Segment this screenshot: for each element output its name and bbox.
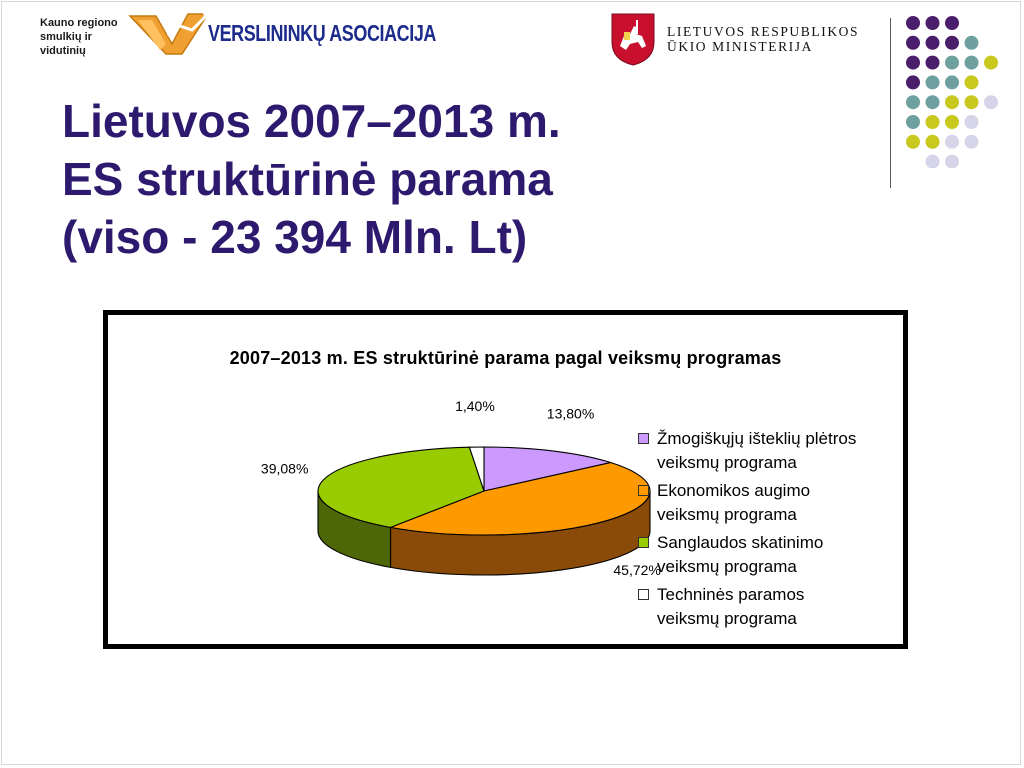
decor-dot (984, 56, 998, 70)
decor-dot (906, 16, 920, 30)
decor-dot (945, 36, 959, 50)
decor-dot (906, 75, 920, 89)
decor-dot (906, 56, 920, 70)
association-name: VERSLININKŲ ASOCIACIJA (208, 20, 436, 46)
decor-dot (945, 155, 959, 168)
decor-dot (906, 95, 920, 109)
title-line-3: (viso - 23 394 Mln. Lt) (62, 211, 528, 263)
decor-dot (965, 36, 979, 50)
pie-data-label: 39,08% (260, 460, 309, 477)
decor-dot (965, 75, 979, 89)
association-subtitle: Kauno regiono smulkių ir vidutinių (40, 17, 118, 57)
title-line-2: ES struktūrinė parama (62, 153, 553, 205)
legend-label-line: veiksmų programa (657, 557, 797, 576)
decor-dot (965, 95, 979, 109)
decor-dot (945, 75, 959, 89)
decor-dot (945, 95, 959, 109)
legend-swatch (638, 537, 649, 548)
decor-dot (965, 135, 979, 149)
title-line-1: Lietuvos 2007–2013 m. (62, 95, 561, 147)
decor-dot (926, 36, 940, 50)
legend-swatch (638, 485, 649, 496)
legend-item (638, 531, 900, 583)
chart-legend (638, 427, 900, 635)
decor-dot (945, 16, 959, 30)
chart-container (103, 310, 908, 649)
decor-dot (945, 135, 959, 149)
decor-dot (945, 115, 959, 129)
legend-item (638, 583, 900, 635)
ministry-line-1: LIETUVOS RESPUBLIKOS (667, 24, 860, 39)
decor-dot (965, 56, 979, 70)
pie-data-label: 1,40% (455, 397, 495, 414)
legend-item (638, 479, 900, 531)
legend-label-line: veiksmų programa (657, 505, 797, 524)
legend-label (657, 427, 907, 475)
header-divider (890, 18, 891, 188)
decor-dot (926, 155, 940, 168)
decor-dot (984, 95, 998, 109)
legend-label (657, 583, 907, 631)
ministry-line-2: ŪKIO MINISTERIJA (667, 39, 813, 54)
decorative-dot-grid (898, 8, 1018, 168)
decor-dot (926, 115, 940, 129)
legend-label-line: veiksmų programa (657, 609, 797, 628)
legend-label-line: Žmogiškųjų išteklių plėtros (657, 429, 857, 448)
decor-dot (906, 36, 920, 50)
decor-dot (906, 135, 920, 149)
legend-label-line: Sanglaudos skatinimo (657, 533, 824, 552)
legend-item (638, 427, 900, 479)
legend-swatch (638, 433, 649, 444)
legend-swatch (638, 589, 649, 600)
decor-dot (926, 16, 940, 30)
decor-dot (926, 135, 940, 149)
decor-dot (926, 95, 940, 109)
chart-title: 2007–2013 m. ES struktūrinė parama pagal veiksmų programas (229, 348, 782, 368)
pie-data-label: 13,80% (546, 405, 595, 422)
legend-label (657, 531, 907, 579)
legend-label (657, 479, 907, 527)
decor-dot (926, 56, 940, 70)
decor-dot (926, 75, 940, 89)
vytis-crest-icon (610, 12, 656, 66)
decor-dot (945, 56, 959, 70)
slide-title (62, 92, 561, 266)
ministry-name (667, 24, 859, 54)
pie-tops (318, 447, 650, 535)
pie-data-label: 45,72% (613, 561, 661, 578)
decor-dot (906, 115, 920, 129)
legend-label-line: veiksmų programa (657, 453, 797, 472)
legend-label-line: Techninės paramos (657, 585, 805, 604)
legend-label-line: Ekonomikos augimo (657, 481, 811, 500)
decor-dot (965, 115, 979, 129)
